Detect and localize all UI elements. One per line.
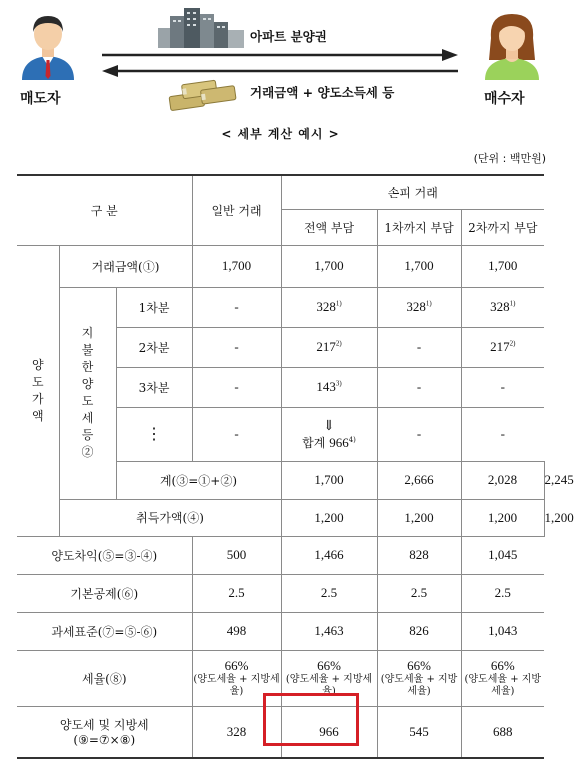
sum-value: 966 — [329, 434, 349, 450]
cell-value: 2,028 — [461, 461, 544, 499]
unit-label: (단위 : 백만원) — [473, 152, 546, 165]
cell-value: - — [461, 407, 544, 461]
row-label: 3차분 — [116, 367, 192, 407]
cell-value: 500 — [192, 536, 281, 574]
header-loss-first: 1차까지 부담 — [377, 209, 461, 245]
apartment-building-icon — [158, 6, 244, 48]
tax-calculation-table — [17, 174, 574, 759]
top-arrow-text: 아파트 분양권 — [250, 29, 327, 44]
cell-value: 1,700 — [281, 245, 377, 287]
cell-value: 143$^{3)}$ — [281, 367, 377, 407]
cell-value: 828 — [377, 536, 461, 574]
table-row — [17, 536, 544, 574]
cell-value: 1,466 — [281, 536, 377, 574]
rate-cell: 66% (양도세율 + 지방세율) — [192, 650, 281, 706]
cell-value: - — [192, 367, 281, 407]
cell-value: 1,200 — [461, 499, 544, 536]
rate-cell: 66% (양도세율 + 지방세율) — [461, 650, 544, 706]
left-arrow — [102, 62, 458, 74]
cell-value: - — [192, 327, 281, 367]
paid-tax-label: 지불한 양도세등② — [59, 287, 116, 499]
buyer-person-icon — [481, 8, 543, 80]
cell-value: 328$^{1)}$ — [377, 287, 461, 327]
row-label: 거래금액(①) — [59, 245, 192, 287]
row-label: 2차분 — [116, 327, 192, 367]
transfer-value-label: 양도가액 — [17, 245, 59, 536]
table-row: 계(③=①+②) 1,700 2,666 2,028 2,245 — [17, 461, 544, 499]
cell-value: 2,666 — [377, 461, 461, 499]
row-label: 양도차익(⑤=③-④) — [17, 536, 192, 574]
seller-label: 매도자 — [20, 91, 61, 107]
cell-value: 217$^{2)}$ — [281, 327, 377, 367]
table-row — [17, 245, 544, 287]
header-loss-second: 2차까지 부담 — [461, 209, 544, 245]
cell-value: 328 — [192, 706, 281, 758]
cell-value: 688 — [461, 706, 544, 758]
table-row — [17, 574, 544, 612]
rate-cell: 66% (양도세율 + 지방세율) — [281, 650, 377, 706]
cell-value: 2.5 — [461, 574, 544, 612]
row-label: 양도세 및 지방세 (⑨=⑦×⑧) — [17, 706, 192, 758]
highlighted-total-cell: 966 — [281, 706, 377, 758]
money-bundle-icon — [163, 74, 243, 114]
header-loss-full: 전액 부담 — [281, 209, 377, 245]
cell-value: - — [192, 407, 281, 461]
row-label: 계(③=①+②) — [116, 461, 281, 499]
cell-value: 545 — [377, 706, 461, 758]
cell-value: 1,700 — [377, 245, 461, 287]
rate-cell: 66% (양도세율 + 지방세율) — [377, 650, 461, 706]
cell-value: 498 — [192, 612, 281, 650]
cell-value: - — [377, 327, 461, 367]
cell-value: - — [377, 367, 461, 407]
down-arrow-icon: ⇓ — [323, 417, 335, 434]
header-loss: 손피 거래 — [281, 175, 544, 209]
buyer-label: 매수자 — [484, 91, 525, 107]
cell-value: 1,463 — [281, 612, 377, 650]
table-title: < 세부 계산 예시 > — [221, 127, 340, 141]
cell-value: 1,045 — [461, 536, 544, 574]
sum-label: 합계 — [302, 435, 326, 450]
cell-value: 826 — [377, 612, 461, 650]
bottom-arrow-text: 거래금액 + 양도소득세 등 — [250, 85, 395, 100]
cell-value: 1,700 — [461, 245, 544, 287]
cell-value: - — [377, 407, 461, 461]
sum-cell: ⇓ 합계 966$^{4)}$ — [281, 407, 377, 461]
row-label: 과세표준(⑦=⑤-⑥) — [17, 612, 192, 650]
table-row: 취득가액(④) 1,200 1,200 1,200 1,200 — [17, 499, 544, 536]
row-label: 세율(⑧) — [17, 650, 192, 706]
header-category: 구 분 — [17, 175, 192, 245]
cell-value: 217$^{2)}$ — [461, 327, 544, 367]
header-general: 일반 거래 — [192, 175, 281, 245]
table-row — [17, 612, 544, 650]
cell-value: 2.5 — [192, 574, 281, 612]
seller-person-icon — [18, 8, 78, 80]
cell-value: 1,043 — [461, 612, 544, 650]
cell-value: 2.5 — [377, 574, 461, 612]
highlight-box — [263, 693, 359, 746]
cell-value: 328$^{1)}$ — [461, 287, 544, 327]
cell-value: 328$^{1)}$ — [281, 287, 377, 327]
cell-value: 1,700 — [192, 245, 281, 287]
cell-value: 1,200 — [281, 499, 377, 536]
more-rows-dots: ⋮ — [116, 407, 192, 461]
cell-value: 1,700 — [281, 461, 377, 499]
cell-value: 2.5 — [281, 574, 377, 612]
cell-value: - — [461, 367, 544, 407]
cell-value: 1,200 — [377, 499, 461, 536]
row-label: 1차분 — [116, 287, 192, 327]
row-label: 취득가액(④) — [59, 499, 281, 536]
cell-value: - — [192, 287, 281, 327]
table-row — [17, 287, 544, 327]
row-label: 기본공제(⑥) — [17, 574, 192, 612]
right-arrow — [102, 46, 458, 58]
